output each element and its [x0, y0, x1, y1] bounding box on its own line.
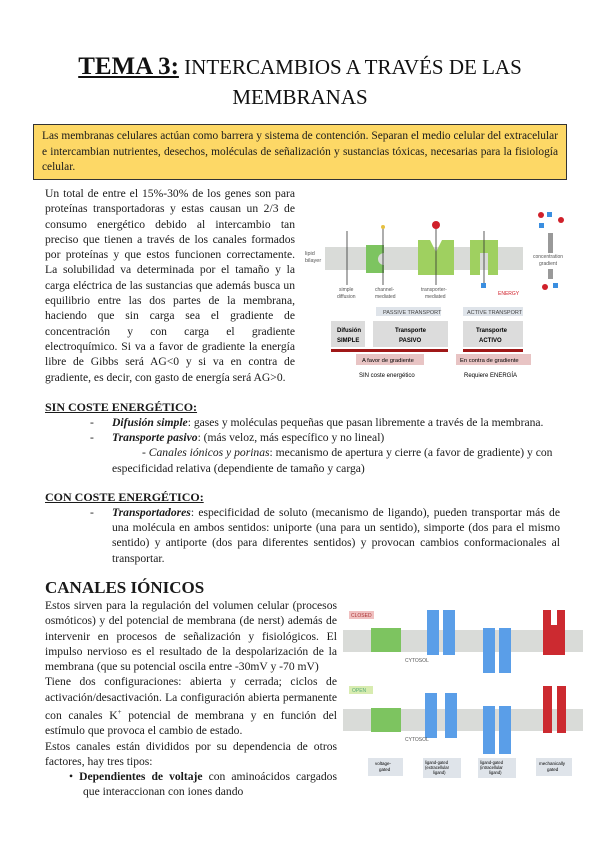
title-line2: MEMBRANAS — [232, 85, 368, 109]
svg-text:ligand-gated: ligand-gated — [480, 760, 504, 765]
svg-text:gradient: gradient — [539, 261, 558, 267]
sin-coste-list — [90, 415, 570, 476]
svg-text:channel-: channel- — [375, 287, 395, 293]
sin-coste-heading: SIN COSTE ENERGÉTICO: — [45, 400, 198, 414]
svg-text:CYTOSOL: CYTOSOL — [405, 737, 429, 743]
svg-text:Difusión: Difusión — [337, 328, 361, 334]
svg-text:diffusion: diffusion — [337, 294, 356, 300]
svg-text:A favor de gradiente: A favor de gradiente — [362, 358, 414, 364]
svg-text:(extracellular: (extracellular — [425, 765, 449, 770]
svg-text:gated: gated — [547, 767, 559, 772]
svg-text:gated: gated — [379, 767, 391, 772]
canales-heading: CANALES IÓNICOS — [45, 578, 205, 597]
svg-text:mediated: mediated — [425, 294, 446, 300]
svg-text:ACTIVO: ACTIVO — [479, 338, 502, 344]
svg-text:ligand): ligand) — [489, 770, 502, 775]
title-rest: INTERCAMBIOS A TRAVÉS DE LAS — [178, 55, 522, 79]
intro-box: Las membranas celulares actúan como barrera y sistema de contención. Separan el medio celular del extracelular e intercambian nutrientes, desechos, moléculas de señalización y sustancias tóxicas, necesarias para la fisiología celular. — [33, 124, 567, 180]
svg-text:ENERGY: ENERGY — [498, 291, 520, 297]
svg-text:En contra de gradiente: En contra de gradiente — [460, 358, 519, 364]
paragraph-genes: Un total de entre el 15%-30% de los genes son para proteínas transportadoras y estas causan un 2/3 de consumo energético debido al intercambio tan preciso que tienen a través de los canales formados por proteínas y que estos funcionen correctamente. La solubilidad va determinada por el tamaño y la carga eléctrica de las sustancias que además busca un equilibrio entre las dos partes de la membrana, haciendo que sin carga sea el gradiente de concentración y con carga el gradiente electroquímico. Si va a favor de gradiente la energía libre de Gibbs será AG<0 y si va en contra de gradiente, es decir, con gasto de energía será AG>0. — [45, 187, 295, 384]
svg-text:mechanically: mechanically — [539, 761, 566, 766]
svg-text:Requiere ENERGÍA: Requiere ENERGÍA — [464, 373, 518, 379]
list-subitem: - Canales iónicos y porinas: mecanismo de apertura y cierre (a favor de gradiente) y con especificidad relativa (dependiente de tamaño y carga) — [112, 446, 553, 475]
ion-channels-figure — [343, 598, 588, 778]
svg-text:ligand): ligand) — [433, 770, 446, 775]
svg-text:ACTIVE TRANSPORT: ACTIVE TRANSPORT — [467, 310, 523, 316]
canales-text: Estos sirven para la regulación del volumen celular (procesos osmóticos) y del potencial de membrana (de nerst) además de intervenir en procesos de señalización y fisiológicos. El impulso nervioso es el resultado de la despolarización de la membrana (que su potencial oscila entre -30mV y -70 mV) Tiene dos configuraciones: abierta y cerrada; ciclos de activación/desactivación. La configuración abierta permanente con canales K+ potencial de membrana y en función del estímulo que provoca el cambio de estado. Estos canales están divididos por su dependencia de otros factores, hay tres tipos: • Dependientes de voltaje con aminoácidos cargados que interaccionan con iones dando — [45, 599, 337, 799]
svg-text:SIMPLE: SIMPLE — [337, 338, 360, 344]
svg-text:CYTOSOL: CYTOSOL — [405, 658, 429, 664]
svg-text:voltage-: voltage- — [375, 761, 392, 766]
svg-text:Transporte: Transporte — [476, 328, 508, 334]
svg-text:simple: simple — [339, 287, 354, 293]
list-item: - Transporte pasivo: (más veloz, más específico y no lineal) — [90, 431, 385, 445]
svg-text:bilayer: bilayer — [305, 258, 322, 264]
svg-text:(intracellular: (intracellular — [480, 765, 503, 770]
page-title — [0, 52, 600, 112]
svg-text:SIN coste energético: SIN coste energético — [359, 373, 415, 379]
title-bold: TEMA 3: — [78, 53, 179, 80]
svg-text:OPEN: OPEN — [352, 688, 367, 694]
svg-text:CLOSED: CLOSED — [351, 613, 372, 619]
svg-text:ligand-gated: ligand-gated — [425, 760, 449, 765]
svg-text:Transporte: Transporte — [395, 328, 427, 334]
svg-text:PASIVO: PASIVO — [399, 338, 422, 344]
svg-text:lipid: lipid — [305, 251, 315, 257]
list-item: - Transportadores: especificidad de soluto (mecanismo de ligando), pueden transportar más de una molécula en ambos sentidos: uniporte (una para un sentido), simporte (dos para el mismo sentido) y antiporte (dos para diferentes sentidos) y provocan cambios conformacionales al transportar. — [90, 506, 560, 565]
con-coste-heading: CON COSTE ENERGÉTICO: — [45, 490, 204, 504]
svg-text:concentration: concentration — [533, 254, 564, 260]
svg-text:transporter-: transporter- — [421, 287, 447, 293]
list-item: - Difusión simple: gases y moléculas pequeñas que pasan libremente a través de la membrana. — [90, 416, 544, 429]
svg-text:mediated: mediated — [375, 294, 396, 300]
svg-text:PASSIVE TRANSPORT: PASSIVE TRANSPORT — [383, 310, 442, 316]
transport-figure — [303, 195, 573, 380]
